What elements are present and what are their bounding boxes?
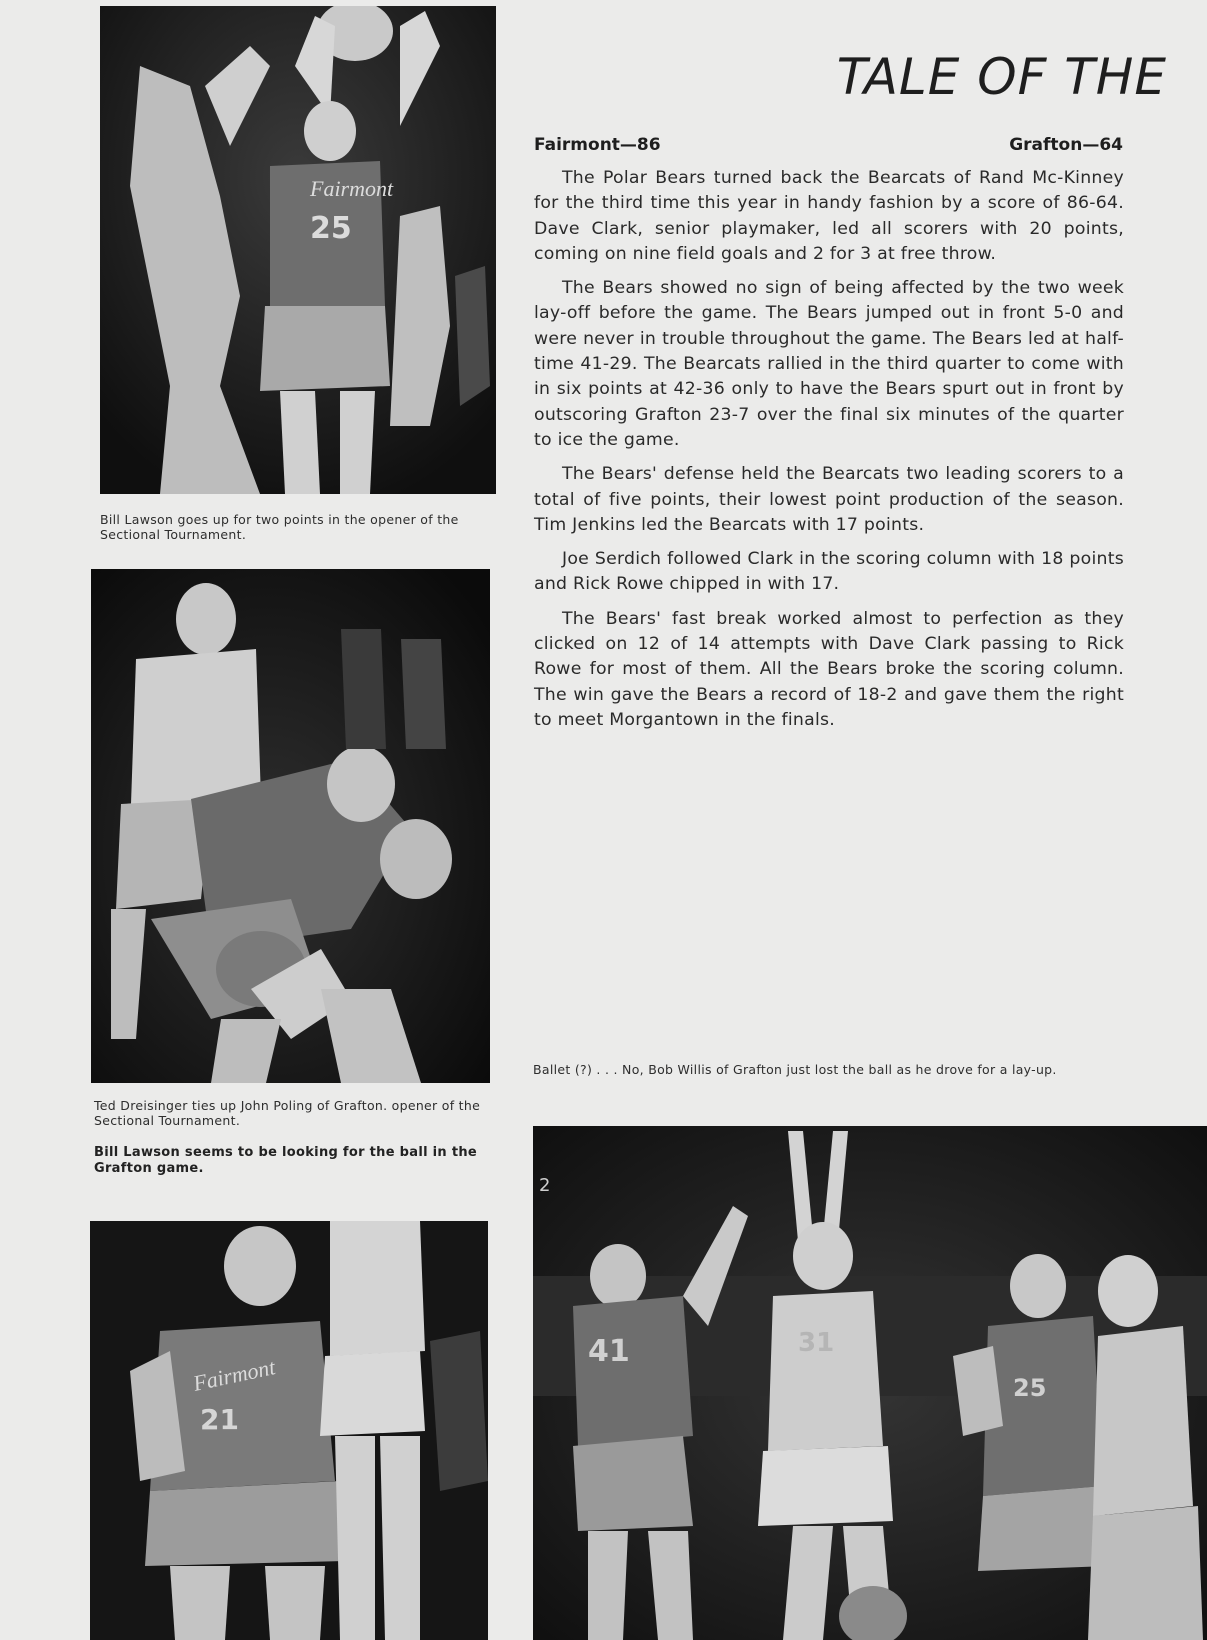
scoreboard-digit: 2 <box>539 1175 551 1196</box>
article-body <box>534 166 1124 742</box>
jersey-number: 25 <box>1013 1374 1047 1402</box>
photo-lawson-looking <box>90 1221 488 1640</box>
photo-dreisinger-tieup <box>91 569 490 1083</box>
caption-photo2: Ted Dreisinger ties up John Poling of Grafton. opener of the Sectional Tournament. <box>94 1098 481 1128</box>
article-paragraph: The Bears' fast break worked almost to perfection as they clicked on 12 of 14 attempts with Dave Clark passing to Rick Rowe for most of them. All the Bears broke the scoring column. The win gave the Bears a record of 18-2 and gave them the right to meet Morgantown in the finals. <box>534 608 1124 730</box>
photo-lawson-looking-image <box>90 1221 488 1640</box>
jersey-number: 41 <box>588 1334 630 1369</box>
photo-ballet <box>533 1126 1207 1640</box>
jersey-number: 25 <box>310 211 352 246</box>
photo-lawson-shot <box>100 6 496 494</box>
jersey-team-text: Fairmont <box>310 176 394 201</box>
away-score: Grafton—64 <box>1009 135 1123 155</box>
home-score: Fairmont—86 <box>534 135 661 155</box>
photo-dreisinger-tieup-image <box>91 569 490 1083</box>
article-paragraph: The Bears showed no sign of being affected by the two week lay-off before the game. The Bears jumped out in front 5-0 and were never in trouble throughout the game. The Bears led at half-time 41-29. The Bearcats rallied in the third quarter to come with in six points at 42-36 only to have the Bears spurt out in front by outscoring Grafton 23-7 over the final six minutes of the quarter to ice the game. <box>534 278 1124 450</box>
jersey-number: 21 <box>200 1403 239 1436</box>
jersey-number: 31 <box>798 1328 835 1358</box>
caption-photo4: Ballet (?) . . . No, Bob Willis of Grafton just lost the ball as he drove for a lay-up. <box>533 1062 1057 1077</box>
page-title: TALE OF THE <box>836 48 1167 106</box>
caption-photo1: Bill Lawson goes up for two points in the opener of the Sectional Tournament. <box>100 512 459 542</box>
article-paragraph: Joe Serdich followed Clark in the scoring column with 18 points and Rick Rowe chipped in with 17. <box>534 549 1124 595</box>
photo-lawson-shot-image <box>100 6 496 494</box>
jersey-team-text: Fairmont <box>190 1354 278 1396</box>
article-paragraph: The Bears' defense held the Bearcats two leading scorers to a total of five points, their lowest point production of the season. Tim Jenkins led the Bearcats with 17 points. <box>534 464 1124 535</box>
caption-photo3: Bill Lawson seems to be looking for the ball in the Grafton game. <box>94 1145 478 1176</box>
photo-ballet-image <box>533 1126 1207 1640</box>
article-paragraph: The Polar Bears turned back the Bearcats of Rand Mc-Kinney for the third time this year in handy fashion by a score of 86-64. Dave Clark, senior playmaker, led all scorers with 20 points, coming on nine field goals and 2 for 3 at free throw. <box>534 168 1124 264</box>
